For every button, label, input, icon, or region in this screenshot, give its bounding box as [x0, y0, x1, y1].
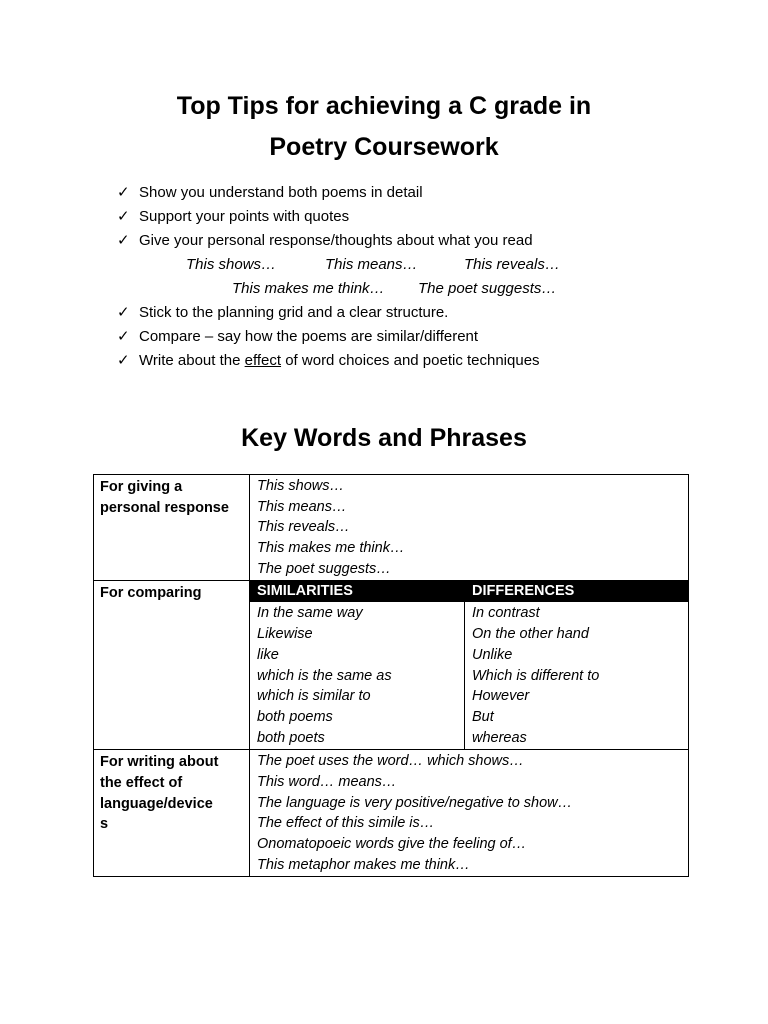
table-row-comparing	[94, 581, 689, 750]
example-phrase: This means…	[325, 256, 418, 273]
phrase-line: In the same way	[257, 605, 363, 622]
phrase-line: This shows…	[257, 478, 345, 494]
row-content	[250, 475, 689, 581]
checkmark-icon: ✓	[117, 232, 130, 249]
example-phrase: This makes me think…	[232, 280, 385, 297]
phrase-line: This means…	[257, 498, 347, 515]
checkmark-icon: ✓	[117, 352, 130, 369]
phrase-line: whereas	[472, 729, 527, 746]
page-title-line-1: Top Tips for achieving a C grade in	[176, 92, 592, 120]
tip-text-before: Write about the	[139, 352, 245, 369]
page-title-line-2: Poetry Coursework	[269, 133, 499, 161]
tip-text: Compare – say how the poems are similar/different	[139, 328, 479, 345]
phrase-line: The language is very positive/negative to show…	[257, 794, 573, 811]
key-words-table	[93, 474, 689, 877]
similarities-column	[250, 602, 465, 749]
row-content	[250, 581, 689, 750]
row-label: For comparing	[94, 581, 250, 750]
phrase-line: However	[472, 688, 530, 705]
row-label-line: For writing about	[100, 754, 219, 771]
phrase-line: Likewise	[257, 626, 313, 643]
phrase-line: Unlike	[472, 646, 513, 663]
phrase-line: which is the same as	[257, 667, 392, 684]
phrase-line: which is similar to	[257, 688, 371, 705]
differences-header: DIFFERENCES	[465, 581, 689, 602]
phrase-line: The poet suggests…	[257, 560, 391, 577]
checkmark-icon: ✓	[117, 184, 130, 201]
example-phrase: This shows…	[186, 256, 277, 273]
row-label-line: the effect of	[100, 774, 183, 791]
table-row-personal	[94, 475, 689, 581]
tip-item	[117, 229, 717, 253]
tip-item	[117, 349, 717, 373]
example-phrases-row-1	[117, 253, 717, 277]
phrase-line: Onomatopoeic words give the feeling of…	[257, 836, 527, 852]
phrase-line: This metaphor makes me think…	[257, 856, 470, 873]
row-label-line: language/device	[100, 795, 213, 812]
phrase-line: But	[472, 708, 494, 725]
tip-item	[117, 181, 717, 205]
checkmark-icon: ✓	[117, 304, 130, 321]
tip-item	[117, 205, 717, 229]
tip-text: Support your points with quotes	[139, 208, 350, 225]
differences-column	[465, 602, 689, 749]
phrase-line: both poets	[257, 729, 325, 746]
tip-text: Give your personal response/thoughts about what you read	[139, 232, 533, 249]
phrase-line: Which is different to	[472, 667, 600, 684]
example-phrase: This reveals…	[464, 256, 560, 273]
example-phrases-row-2	[117, 277, 717, 301]
comparison-subtable	[250, 581, 688, 749]
key-words-heading: Key Words and Phrases	[241, 424, 527, 452]
phrase-line: In contrast	[472, 605, 540, 622]
phrase-line: This reveals…	[257, 519, 350, 536]
checkmark-icon: ✓	[117, 328, 130, 345]
checkmark-icon: ✓	[117, 208, 130, 225]
similarities-header: SIMILARITIES	[250, 581, 465, 602]
phrase-line: This word… means…	[257, 773, 397, 790]
tip-text-after: of word choices and poetic techniques	[281, 352, 540, 369]
phrase-line: both poems	[257, 708, 333, 725]
tip-item	[117, 325, 717, 349]
row-content	[250, 750, 689, 877]
tips-list	[117, 181, 717, 373]
tip-text-underlined: effect	[244, 352, 282, 369]
example-phrase: The poet suggests…	[418, 280, 557, 297]
row-label: For giving a personal response	[94, 475, 250, 581]
tip-item	[117, 301, 717, 325]
table-row-language	[94, 750, 689, 877]
phrase-line: This makes me think…	[257, 540, 405, 557]
phrase-line: like	[257, 646, 279, 663]
phrase-line: On the other hand	[472, 626, 589, 643]
phrase-line: The effect of this simile is…	[257, 815, 435, 832]
tip-text: Show you understand both poems in detail	[139, 184, 423, 201]
row-label-line: s	[100, 816, 109, 833]
row-label	[94, 750, 250, 877]
tip-text: Stick to the planning grid and a clear structure.	[139, 304, 449, 321]
phrase-line: The poet uses the word… which shows…	[257, 753, 524, 770]
